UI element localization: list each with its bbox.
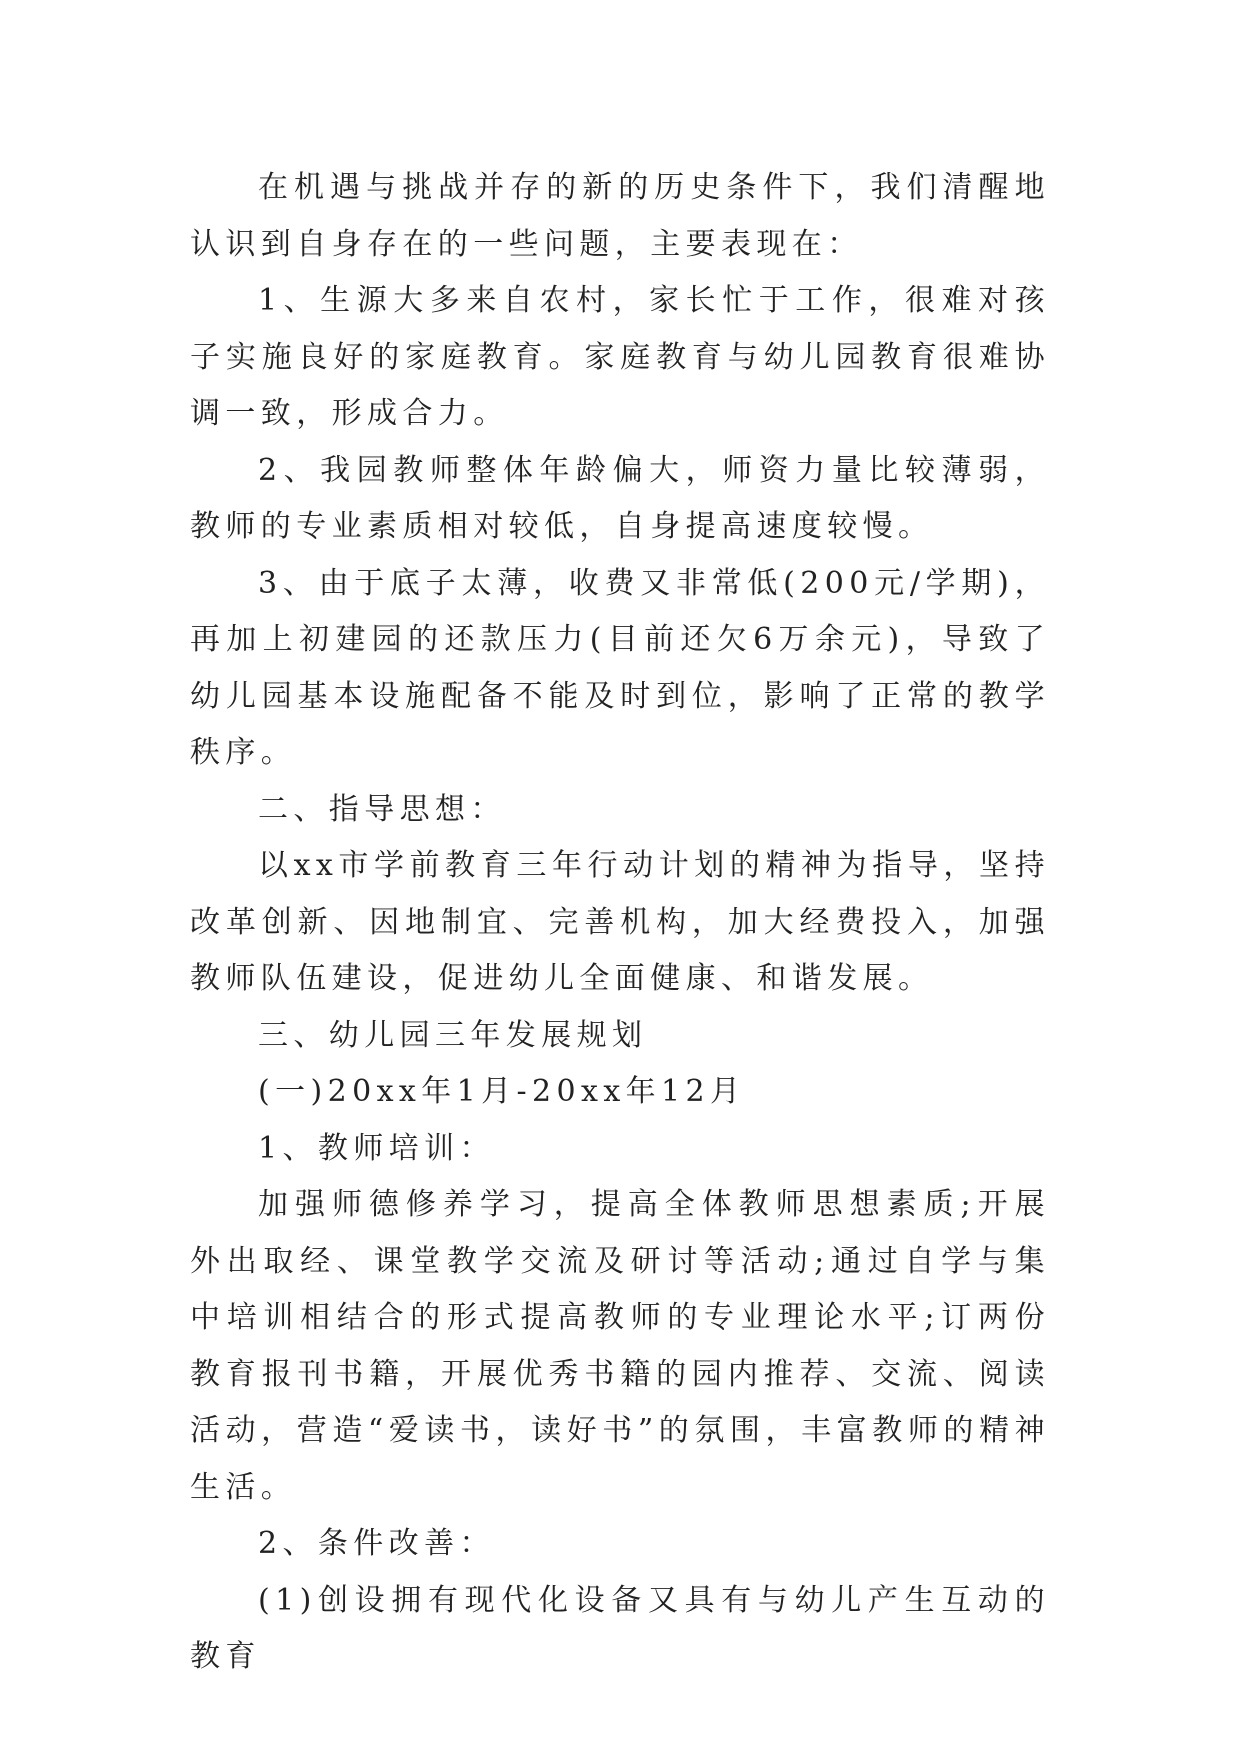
paragraph-teacher-training: 加强师德修养学习，提高全体教师思想素质;开展外出取经、课堂教学交流及研讨等活动;通过自学与集中培训相结合的形式提高教师的专业理论水平;订两份教育报刊书籍，开展优秀书籍的园内推荐、交流、阅读活动，营造“爱读书，读好书”的氛围，丰富教师的精神生活。 — [190, 1187, 1050, 1505]
heading-guiding-ideology: 二、指导思想： — [258, 791, 506, 827]
heading-three-year-plan: 三、幼儿园三年发展规划 — [258, 1017, 648, 1053]
paragraph-problems-intro: 在机遇与挑战并存的新的历史条件下，我们清醒地认识到自身存在的一些问题，主要表现在： — [190, 170, 1050, 262]
paragraph-guiding-ideology: 以xx市学前教育三年行动计划的精神为指导，坚持改革创新、因地制宜、完善机构，加大经费投入，加强教师队伍建设，促进幼儿全面健康、和谐发展。 — [190, 848, 1050, 996]
heading-teacher-training: 1、教师培训： — [258, 1130, 495, 1166]
paragraph-problem-2: 2、我园教师整体年龄偏大，师资力量比较薄弱，教师的专业素质相对较低，自身提高速度较慢。 — [190, 452, 1050, 544]
document-body — [190, 160, 1050, 1686]
heading-period-one: (一)20xx年1月-20xx年12月 — [258, 1074, 746, 1109]
paragraph-condition-item-1: (1)创设拥有现代化设备又具有与幼儿产生互动的教育 — [190, 1582, 1050, 1674]
paragraph-problem-3: 3、由于底子太薄，收费又非常低(200元/学期)，再加上初建园的还款压力(目前还欠6万余元)，导致了幼儿园基本设施配备不能及时到位，影响了正常的教学秩序。 — [190, 565, 1050, 770]
paragraph-problem-1: 1、生源大多来自农村，家长忙于工作，很难对孩子实施良好的家庭教育。家庭教育与幼儿园教育很难协调一致，形成合力。 — [190, 283, 1050, 431]
heading-condition-improvement: 2、条件改善： — [258, 1526, 495, 1561]
